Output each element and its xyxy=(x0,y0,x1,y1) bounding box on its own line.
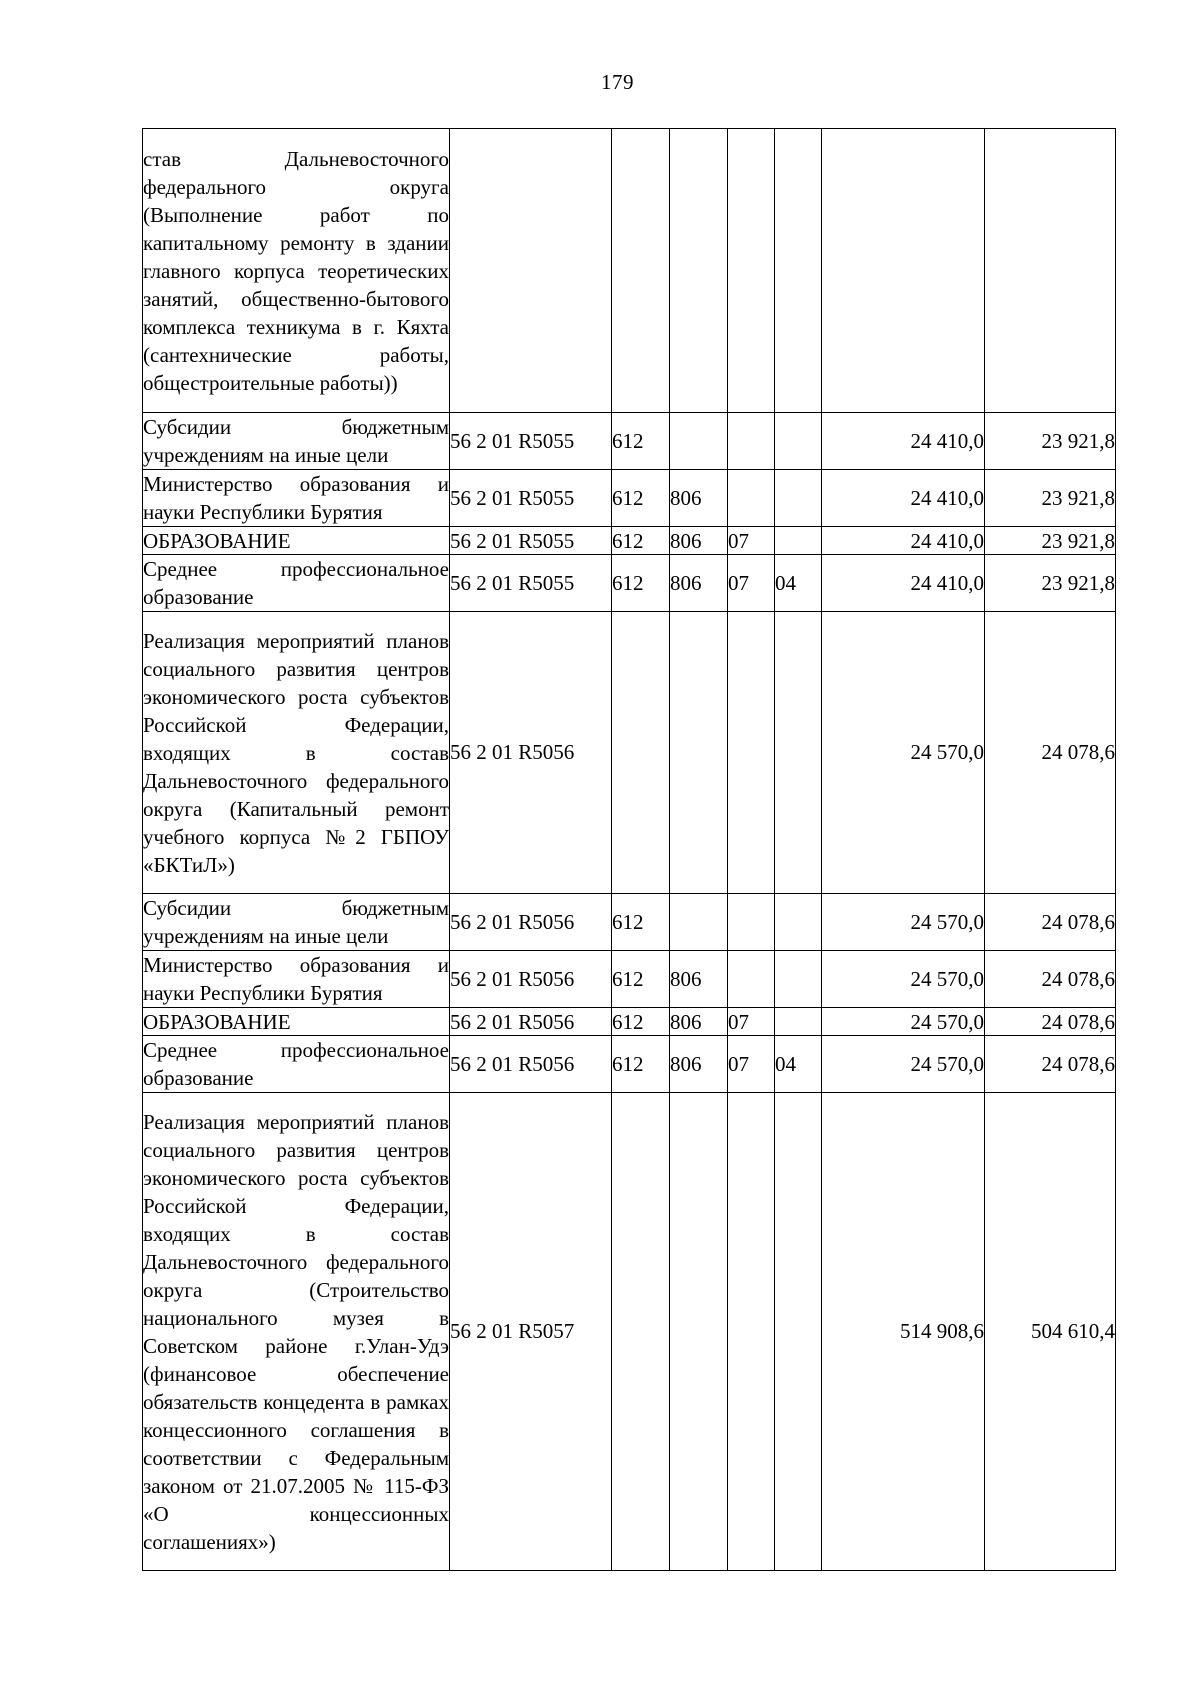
ministry-code-cell xyxy=(670,612,728,894)
expense-type-cell xyxy=(612,1093,670,1571)
amount-executed-cell: 24 078,6 xyxy=(985,1036,1116,1093)
target-article-cell: 56 2 01 R5056 xyxy=(450,1008,612,1036)
table-row xyxy=(143,555,1116,612)
expense-type-cell: 612 xyxy=(612,527,670,555)
table-row xyxy=(143,1036,1116,1093)
budget-table xyxy=(142,128,1116,1571)
section-cell xyxy=(728,129,775,413)
amount-planned-cell: 24 570,0 xyxy=(822,1008,985,1036)
table-row xyxy=(143,527,1116,555)
ministry-code-cell xyxy=(670,413,728,470)
section-cell xyxy=(728,470,775,527)
table-row xyxy=(143,470,1116,527)
amount-executed-cell: 23 921,8 xyxy=(985,413,1116,470)
subsection-cell xyxy=(775,951,822,1008)
row-name-cell: Министерство образования и науки Республики Бурятия xyxy=(143,951,450,1008)
ministry-code-cell: 806 xyxy=(670,1008,728,1036)
ministry-code-cell xyxy=(670,894,728,951)
expense-type-cell: 612 xyxy=(612,894,670,951)
row-name-cell: Реализация мероприятий планов социального развития центров экономического роста субъектов Российской Федерации, входящих в состав Дальневосточного федерального округа (Строительство национального музея в Советском районе г.Улан-Удэ (финансовое обеспечение обязательств концедента в рамках концессионного соглашения в соответствии с Федеральным законом от 21.07.2005 № 115-ФЗ «О концессионных соглашениях») xyxy=(143,1093,450,1571)
expense-type-cell: 612 xyxy=(612,951,670,1008)
subsection-cell xyxy=(775,470,822,527)
ministry-code-cell: 806 xyxy=(670,555,728,612)
subsection-cell: 04 xyxy=(775,555,822,612)
ministry-code-cell: 806 xyxy=(670,527,728,555)
table-row xyxy=(143,612,1116,894)
target-article-cell: 56 2 01 R5055 xyxy=(450,413,612,470)
row-name-cell: Среднее профессиональное образование xyxy=(143,1036,450,1093)
section-cell xyxy=(728,951,775,1008)
target-article-cell: 56 2 01 R5057 xyxy=(450,1093,612,1571)
table-row xyxy=(143,413,1116,470)
expense-type-cell: 612 xyxy=(612,413,670,470)
amount-executed-cell: 24 078,6 xyxy=(985,1008,1116,1036)
section-cell: 07 xyxy=(728,1036,775,1093)
page-number: 179 xyxy=(601,70,634,94)
expense-type-cell: 612 xyxy=(612,470,670,527)
table-row xyxy=(143,1093,1116,1571)
row-name-cell: ОБРАЗОВАНИЕ xyxy=(143,527,450,555)
subsection-cell xyxy=(775,527,822,555)
row-name-cell: став Дальневосточного федерального округа (Выполнение работ по капитальному ремонту в здании главного корпуса теоретических занятий, общественно-бытового комплекса техникума в г. Кяхта (сантехнические работы, общестроительные работы)) xyxy=(143,129,450,413)
section-cell: 07 xyxy=(728,1008,775,1036)
target-article-cell: 56 2 01 R5056 xyxy=(450,1036,612,1093)
amount-executed-cell: 23 921,8 xyxy=(985,527,1116,555)
row-name-cell: Реализация мероприятий планов социального развития центров экономического роста субъектов Российской Федерации, входящих в состав Дальневосточного федерального округа (Капитальный ремонт учебного корпуса №2 ГБПОУ «БКТиЛ») xyxy=(143,612,450,894)
table-row xyxy=(143,1008,1116,1036)
target-article-cell: 56 2 01 R5056 xyxy=(450,612,612,894)
target-article-cell: 56 2 01 R5055 xyxy=(450,470,612,527)
amount-executed-cell: 24 078,6 xyxy=(985,951,1116,1008)
amount-executed-cell xyxy=(985,129,1116,413)
target-article-cell: 56 2 01 R5056 xyxy=(450,894,612,951)
expense-type-cell: 612 xyxy=(612,1036,670,1093)
amount-planned-cell xyxy=(822,129,985,413)
amount-planned-cell: 24 410,0 xyxy=(822,413,985,470)
section-cell xyxy=(728,413,775,470)
ministry-code-cell: 806 xyxy=(670,1036,728,1093)
amount-planned-cell: 24 410,0 xyxy=(822,527,985,555)
section-cell: 07 xyxy=(728,527,775,555)
amount-planned-cell: 24 570,0 xyxy=(822,1036,985,1093)
section-cell xyxy=(728,894,775,951)
amount-planned-cell: 24 410,0 xyxy=(822,555,985,612)
subsection-cell xyxy=(775,413,822,470)
expense-type-cell xyxy=(612,129,670,413)
section-cell xyxy=(728,1093,775,1571)
ministry-code-cell: 806 xyxy=(670,951,728,1008)
expense-type-cell xyxy=(612,612,670,894)
amount-planned-cell: 24 570,0 xyxy=(822,612,985,894)
row-name-cell: Среднее профессиональное образование xyxy=(143,555,450,612)
section-cell xyxy=(728,612,775,894)
row-name-cell: Субсидии бюджетным учреждениям на иные цели xyxy=(143,413,450,470)
table-row xyxy=(143,129,1116,413)
section-cell: 07 xyxy=(728,555,775,612)
amount-planned-cell: 514 908,6 xyxy=(822,1093,985,1571)
target-article-cell: 56 2 01 R5055 xyxy=(450,555,612,612)
target-article-cell: 56 2 01 R5055 xyxy=(450,527,612,555)
amount-planned-cell: 24 410,0 xyxy=(822,470,985,527)
subsection-cell xyxy=(775,129,822,413)
expense-type-cell: 612 xyxy=(612,555,670,612)
target-article-cell: 56 2 01 R5056 xyxy=(450,951,612,1008)
subsection-cell xyxy=(775,612,822,894)
amount-planned-cell: 24 570,0 xyxy=(822,894,985,951)
row-name-cell: ОБРАЗОВАНИЕ xyxy=(143,1008,450,1036)
ministry-code-cell xyxy=(670,129,728,413)
amount-executed-cell: 24 078,6 xyxy=(985,894,1116,951)
subsection-cell: 04 xyxy=(775,1036,822,1093)
ministry-code-cell xyxy=(670,1093,728,1571)
subsection-cell xyxy=(775,894,822,951)
subsection-cell xyxy=(775,1008,822,1036)
row-name-cell: Субсидии бюджетным учреждениям на иные цели xyxy=(143,894,450,951)
amount-executed-cell: 23 921,8 xyxy=(985,470,1116,527)
expense-type-cell: 612 xyxy=(612,1008,670,1036)
ministry-code-cell: 806 xyxy=(670,470,728,527)
table-row xyxy=(143,894,1116,951)
amount-planned-cell: 24 570,0 xyxy=(822,951,985,1008)
table-row xyxy=(143,951,1116,1008)
amount-executed-cell: 504 610,4 xyxy=(985,1093,1116,1571)
target-article-cell xyxy=(450,129,612,413)
row-name-cell: Министерство образования и науки Республики Бурятия xyxy=(143,470,450,527)
amount-executed-cell: 24 078,6 xyxy=(985,612,1116,894)
subsection-cell xyxy=(775,1093,822,1571)
amount-executed-cell: 23 921,8 xyxy=(985,555,1116,612)
